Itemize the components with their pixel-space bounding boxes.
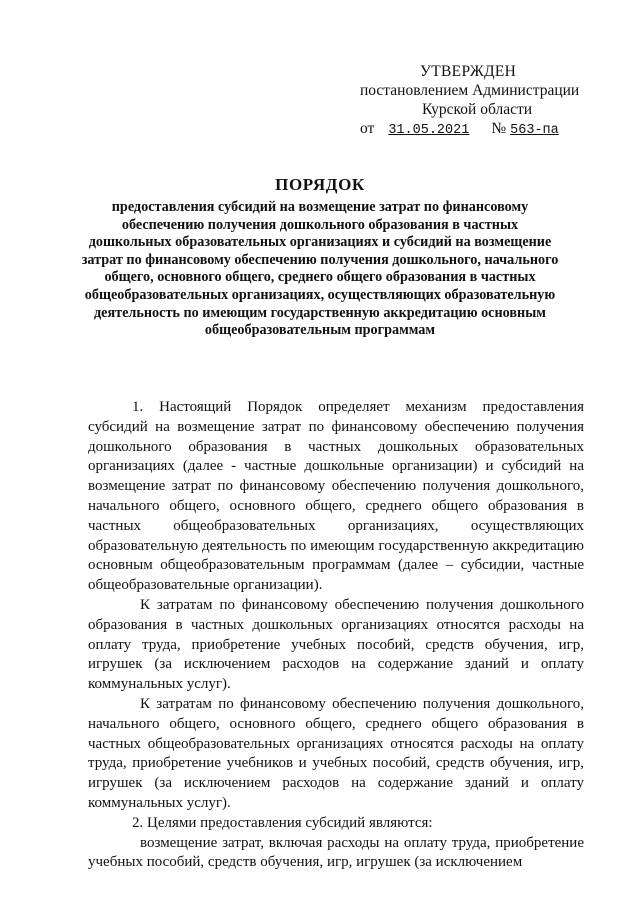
paragraph: 1. Настоящий Порядок определяет механизм предоставления субсидий на возмещение затрат по финансовому обеспечению получения дошкольного образования в частных дошкольных образовательных организациях (далее - частные дошкольные организации) и субсидий на возмещение затрат по финансовому обеспечению получения дошкольного, начального общего, основного общего, среднего общего образования в частных общеобразовательных организациях, осуществляющих образовательную деятельность по имеющим государственную аккредитацию основным общеобразовательным программам (далее – субсидии, частные общеобразовательные организации). — [88, 399, 584, 594]
from-label: от — [360, 120, 375, 137]
approval-region: Курской области — [422, 101, 533, 118]
approval-number: 563-па — [510, 123, 559, 138]
document-title: ПОРЯДОК — [275, 175, 365, 194]
approval-date-number — [360, 119, 590, 140]
document-body — [88, 398, 584, 873]
number-label: № — [491, 120, 507, 137]
approval-title: УТВЕРЖДЕН — [420, 63, 517, 80]
approval-date: 31.05.2021 — [388, 123, 470, 138]
paragraph: К затратам по финансовому обеспечению получения дошкольного, начального общего, основного общего, среднего общего образования в частных общеобразовательных организациях относятся расходы на оплату труда, приобретение учебников и учебных пособий, средств обучения, игр, игрушек (за исключением расходов на содержание зданий и оплату коммунальных услуг). — [88, 695, 584, 811]
paragraph: К затратам по финансовому обеспечению получения дошкольного образования в частных дошкольных организациях относятся расходы на оплату труда, приобретение учебных пособий, средств обучения, игр, игрушек (за исключением расходов на содержание зданий и оплату коммунальных услуг). — [88, 596, 584, 693]
approval-block — [360, 62, 590, 140]
paragraph: 2. Целями предоставления субсидий являются: — [132, 814, 433, 831]
approval-issuer: постановлением Администрации — [360, 82, 580, 99]
paragraph: возмещение затрат, включая расходы на оплату труда, приобретение учебных пособий, средств обучения, игр, игрушек (за исключением — [88, 834, 584, 871]
document-heading — [80, 175, 560, 340]
document-subtitle: предоставления субсидий на возмещение затрат по финансовому обеспечению получения дошкольного образования в частных дошкольных образовательных организациях и субсидий на возмещение затрат по финансовому обеспечению получения дошкольного, начального общего, основного общего, среднего общего образования в частных общеобразовательных организациях, осуществляющих образовательную деятельность по имеющим государственную аккредитацию основным общеобразовательным программам — [81, 199, 559, 339]
